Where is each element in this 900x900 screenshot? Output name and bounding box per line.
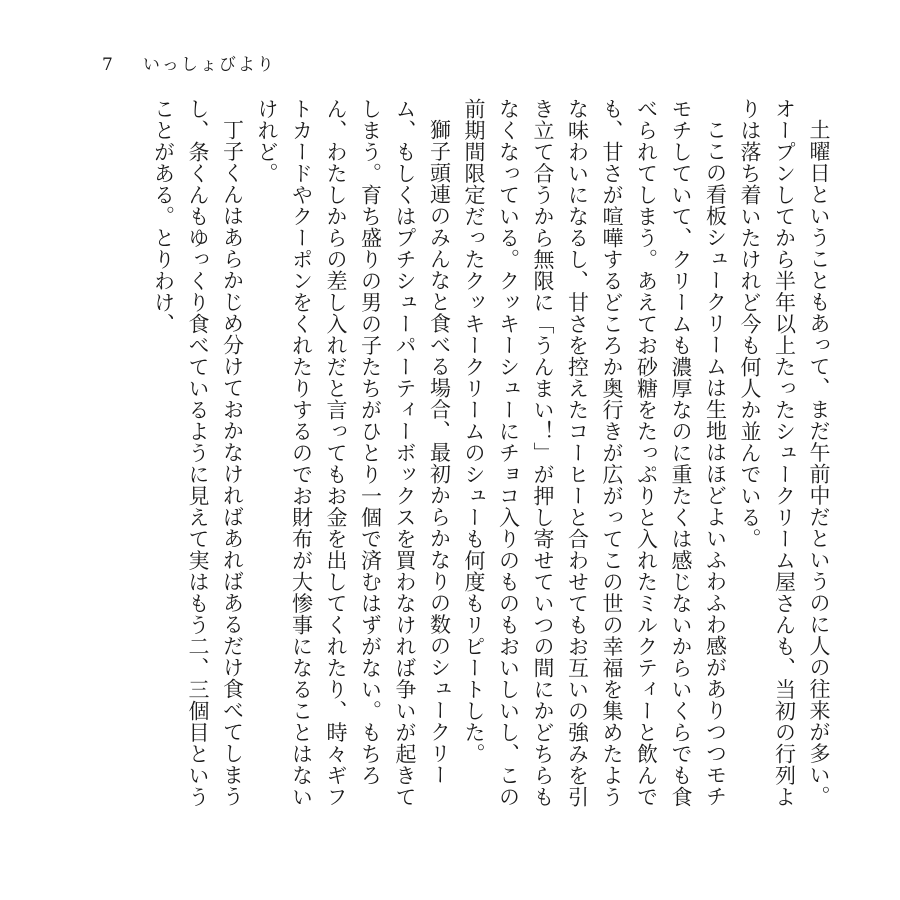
page-number: 7	[102, 55, 115, 75]
chapter-title: いっしょびより	[142, 55, 276, 75]
paragraph-4: 丁子くんはあらかじめ分けておかなければあればあるだけ食べてしまうし、条くんもゆっくり食べているように見えて実はもう二、三個目ということがある。とりわけ、	[151, 98, 245, 808]
paragraph-3: 獅子頭連のみんなと食べる場合、最初からかなりの数のシュークリーム、もしくはプチシューパーティーボックスを買わなければ争いが起きてしまう。育ち盛りの男の子たちがひとり一個で済むはずがない。もちろん、わたしからの差し入れだと言ってもお金を出してくれたり、時々ギフトカードやクーポンをくれたりするのでお財布が大惨事になることはないけれど。	[255, 98, 452, 808]
paragraph-1: 土曜日ということもあって、まだ午前中だというのに人の往来が多い。オープンしてから半年以上たったシュークリーム屋さんも、当初の行列よりは落ち着いたけれど今も何人か並んでいる。	[738, 98, 831, 808]
vertical-body-text	[96, 98, 836, 828]
paragraph-2: ここの看板シュークリームは生地はほどよいふわふわ感がありつつモチモチしていて、クリームも濃厚なのに重たくは感じないからいくらでも食べられてしまう。あえてお砂糖をたっぷりと入れたミルクティーと飲んでも、甘さが喧嘩するどころか奥行きが広がってこの世の幸福を集めたような味わいになるし、甘さを控えたコーヒーと合わせてもお互いの強みを引き立て合うから無限に「うんまい！」が押し寄せていつの間にかどちらもなくなっている。クッキーシューにチョコ入りのものもおいしいし、この前期間限定だったクッキークリームのシューも何度もリピートした。	[462, 98, 728, 808]
running-header	[102, 50, 276, 75]
